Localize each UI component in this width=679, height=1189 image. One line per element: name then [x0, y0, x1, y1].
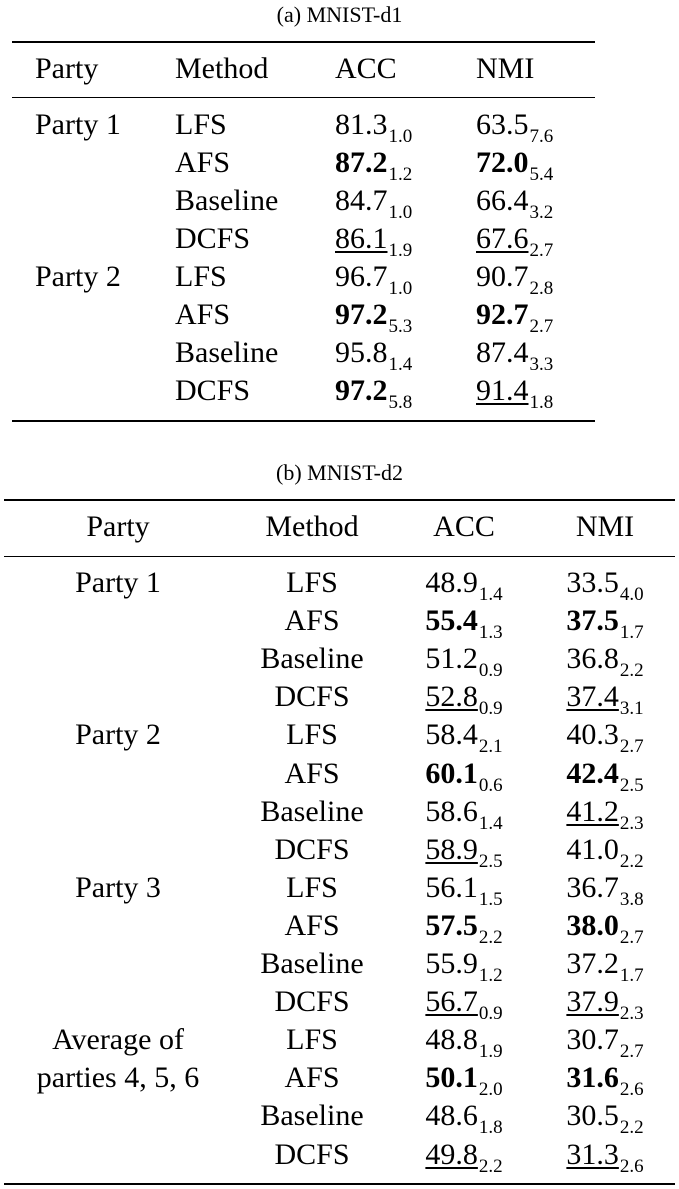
method-cell: DCFS	[274, 1137, 350, 1171]
acc-cell	[335, 146, 412, 184]
acc-std: 1.4	[478, 812, 503, 834]
nmi-std: 2.3	[619, 812, 644, 834]
table-a-mid-rule	[12, 97, 595, 98]
nmi-value	[476, 108, 553, 146]
acc-value	[335, 336, 412, 374]
table-a-header-row	[0, 52, 679, 90]
method-cell: AFS	[284, 1061, 340, 1095]
table-b-top-rule	[4, 499, 675, 501]
acc-value	[335, 146, 412, 184]
acc-value	[425, 566, 502, 604]
table-b-header-party: Party	[86, 510, 150, 543]
nmi-mean: 37.2	[566, 947, 619, 980]
acc-cell	[399, 833, 529, 871]
acc-mean: 55.9	[425, 947, 478, 980]
nmi-cell	[476, 374, 553, 412]
nmi-std: 2.2	[619, 660, 644, 682]
acc-value	[425, 680, 502, 718]
method-cell: Baseline	[260, 794, 364, 828]
nmi-mean: 41.0	[566, 832, 619, 866]
acc-cell	[399, 1023, 529, 1061]
nmi-value	[566, 1138, 643, 1176]
acc-std: 1.8	[478, 1117, 503, 1139]
table-row	[0, 833, 679, 871]
acc-mean: 50.1	[425, 1061, 478, 1095]
nmi-mean: 30.7	[566, 1023, 619, 1057]
party-cell: Party 2	[75, 718, 161, 752]
nmi-value	[566, 947, 643, 985]
nmi-mean: 36.8	[566, 642, 619, 676]
nmi-value	[566, 1099, 643, 1137]
acc-value	[335, 222, 412, 260]
nmi-mean: 92.7	[476, 298, 529, 331]
party-cell: Party 1	[35, 108, 121, 141]
table-row	[0, 374, 679, 412]
table-b-header-nmi: NMI	[575, 510, 635, 543]
acc-mean: 49.8	[425, 1137, 478, 1171]
acc-value	[335, 374, 412, 412]
acc-cell	[335, 374, 412, 412]
acc-std: 0.9	[478, 698, 503, 720]
nmi-std: 3.2	[529, 202, 554, 223]
acc-mean: 58.6	[425, 794, 478, 828]
nmi-mean: 67.6	[476, 222, 529, 255]
nmi-mean: 33.5	[566, 566, 619, 599]
method-cell: LFS	[175, 108, 227, 141]
nmi-cell	[540, 604, 670, 642]
method-cell: AFS	[175, 298, 231, 331]
acc-cell	[399, 718, 529, 756]
nmi-value	[566, 642, 643, 680]
acc-std: 1.5	[478, 888, 503, 910]
acc-std: 1.2	[388, 164, 413, 185]
nmi-value	[566, 985, 643, 1023]
table-row	[0, 566, 679, 604]
nmi-value	[476, 260, 553, 298]
nmi-cell	[540, 909, 670, 947]
method-cell: DCFS	[175, 222, 251, 255]
party-cell: Party 3	[75, 870, 161, 904]
nmi-std: 2.8	[529, 278, 554, 299]
acc-value	[425, 947, 502, 985]
method-cell: Baseline	[260, 1099, 364, 1133]
acc-std: 1.3	[478, 622, 503, 644]
nmi-std: 1.7	[619, 965, 644, 986]
table-row	[0, 757, 679, 795]
acc-mean: 97.2	[335, 374, 388, 407]
table-row	[0, 1138, 679, 1176]
acc-mean: 57.5	[425, 908, 478, 942]
nmi-mean: 31.3	[566, 1137, 619, 1171]
nmi-mean: 37.4	[566, 680, 619, 714]
nmi-mean: 90.7	[476, 260, 529, 293]
table-row	[0, 298, 679, 336]
nmi-value	[476, 298, 553, 336]
acc-value	[425, 718, 502, 756]
acc-mean: 87.2	[335, 146, 388, 179]
nmi-mean: 30.5	[566, 1099, 619, 1133]
acc-mean: 96.7	[335, 260, 388, 293]
table-row	[0, 1061, 679, 1099]
nmi-mean: 37.9	[566, 985, 619, 1019]
acc-cell	[335, 336, 412, 374]
acc-mean: 60.1	[425, 756, 478, 790]
nmi-std: 2.3	[619, 1003, 644, 1025]
nmi-mean: 72.0	[476, 146, 529, 179]
acc-mean: 58.4	[425, 718, 478, 752]
nmi-mean: 66.4	[476, 184, 529, 217]
acc-cell	[335, 298, 412, 336]
acc-value	[335, 260, 412, 298]
nmi-mean: 42.4	[566, 756, 619, 790]
nmi-std: 2.6	[619, 1079, 644, 1101]
nmi-cell	[540, 1061, 670, 1099]
nmi-std: 7.6	[529, 126, 554, 147]
acc-value	[335, 108, 412, 146]
acc-mean: 48.8	[425, 1023, 478, 1057]
nmi-mean: 63.5	[476, 108, 529, 141]
acc-value	[425, 1138, 502, 1176]
nmi-mean: 41.2	[566, 794, 619, 828]
method-cell: DCFS	[274, 680, 350, 714]
table-a-header-acc: ACC	[335, 52, 397, 85]
nmi-value	[566, 757, 643, 795]
nmi-value	[566, 795, 643, 833]
acc-mean: 81.3	[335, 108, 388, 141]
nmi-std: 1.7	[619, 622, 644, 644]
party-cell: Party 1	[75, 566, 161, 599]
nmi-value	[566, 680, 643, 718]
acc-cell	[399, 604, 529, 642]
table-row	[0, 1099, 679, 1137]
nmi-mean: 87.4	[476, 336, 529, 369]
nmi-cell	[540, 1138, 670, 1176]
table-a-top-rule	[12, 41, 595, 43]
nmi-mean: 40.3	[566, 718, 619, 752]
acc-mean: 97.2	[335, 298, 388, 331]
nmi-std: 2.7	[529, 316, 554, 337]
nmi-value	[476, 184, 553, 222]
acc-mean: 48.9	[425, 566, 478, 599]
nmi-cell	[540, 718, 670, 756]
nmi-cell	[540, 795, 670, 833]
acc-mean: 55.4	[425, 604, 478, 638]
nmi-value	[476, 146, 553, 184]
table-b-caption: (b) MNIST-d2	[276, 460, 403, 485]
nmi-cell	[540, 642, 670, 680]
method-cell: LFS	[286, 1023, 338, 1057]
method-cell: Baseline	[260, 642, 364, 676]
acc-std: 1.9	[478, 1041, 503, 1063]
acc-value	[425, 1099, 502, 1137]
nmi-cell	[476, 260, 553, 298]
table-a-header-party: Party	[35, 52, 99, 85]
party-cell: parties 4, 5, 6	[36, 1061, 200, 1095]
nmi-value	[566, 604, 643, 642]
acc-cell	[399, 985, 529, 1023]
acc-std: 1.4	[478, 584, 503, 605]
table-row	[0, 1023, 679, 1061]
nmi-std: 2.7	[529, 240, 554, 261]
acc-value	[425, 642, 502, 680]
method-cell: AFS	[175, 146, 231, 179]
nmi-std: 2.2	[619, 1117, 644, 1139]
acc-std: 1.0	[388, 278, 413, 299]
nmi-cell	[476, 184, 553, 222]
acc-value	[425, 985, 502, 1023]
nmi-cell	[540, 757, 670, 795]
acc-value	[425, 909, 502, 947]
nmi-cell	[476, 108, 553, 146]
acc-std: 5.3	[388, 316, 413, 337]
method-cell: DCFS	[175, 374, 251, 407]
nmi-std: 3.3	[529, 354, 554, 375]
method-cell: AFS	[284, 908, 340, 942]
table-row	[0, 718, 679, 756]
nmi-cell	[540, 871, 670, 909]
nmi-cell	[476, 298, 553, 336]
acc-mean: 86.1	[335, 222, 388, 255]
table-row	[0, 604, 679, 642]
acc-std: 0.9	[478, 1003, 503, 1025]
nmi-std: 2.7	[619, 1041, 644, 1063]
nmi-std: 2.7	[619, 926, 644, 948]
acc-value	[425, 871, 502, 909]
acc-cell	[399, 871, 529, 909]
acc-cell	[399, 642, 529, 680]
acc-cell	[399, 757, 529, 795]
acc-std: 2.5	[478, 850, 503, 872]
acc-std: 2.1	[478, 736, 503, 758]
table-row	[0, 146, 679, 184]
acc-cell	[399, 1061, 529, 1099]
acc-mean: 56.1	[425, 870, 478, 904]
acc-mean: 56.7	[425, 985, 478, 1019]
nmi-value	[476, 336, 553, 374]
nmi-cell	[476, 222, 553, 260]
acc-std: 1.0	[388, 126, 413, 147]
method-cell: DCFS	[274, 985, 350, 1019]
nmi-std: 2.6	[619, 1155, 644, 1177]
nmi-value	[566, 1023, 643, 1061]
method-cell: Baseline	[175, 184, 279, 217]
table-b-header-method: Method	[265, 510, 359, 543]
nmi-cell	[540, 985, 670, 1023]
party-cell: Average of	[52, 1023, 184, 1057]
acc-cell	[335, 108, 412, 146]
table-row	[0, 680, 679, 718]
acc-cell	[399, 909, 529, 947]
nmi-cell	[540, 947, 670, 985]
acc-std: 2.0	[478, 1079, 503, 1101]
acc-std: 1.4	[388, 354, 413, 375]
nmi-value	[566, 1061, 643, 1099]
nmi-std: 2.7	[619, 736, 644, 758]
nmi-cell	[540, 833, 670, 871]
nmi-value	[566, 871, 643, 909]
nmi-std: 4.0	[619, 584, 644, 605]
acc-std: 1.0	[388, 202, 413, 223]
table-row	[0, 871, 679, 909]
nmi-mean: 31.6	[566, 1061, 619, 1095]
table-b-header-acc: ACC	[433, 510, 495, 543]
acc-cell	[335, 184, 412, 222]
nmi-value	[476, 374, 553, 412]
method-cell: Baseline	[175, 336, 279, 369]
table-a-header-nmi: NMI	[476, 52, 535, 85]
table-b-bottom-rule	[4, 1183, 675, 1185]
acc-cell	[399, 1099, 529, 1137]
method-cell: LFS	[175, 260, 227, 293]
acc-value	[425, 604, 502, 642]
table-row	[0, 108, 679, 146]
nmi-cell	[540, 1023, 670, 1061]
nmi-std: 3.8	[619, 888, 644, 910]
nmi-value	[566, 566, 643, 604]
nmi-std: 3.1	[619, 698, 644, 720]
table-b-mid-rule	[4, 556, 675, 557]
acc-mean: 95.8	[335, 336, 388, 369]
table-row	[0, 642, 679, 680]
method-cell: Baseline	[260, 947, 364, 980]
nmi-std: 5.4	[529, 164, 554, 185]
table-row	[0, 184, 679, 222]
method-cell: LFS	[286, 566, 338, 599]
acc-value	[425, 1061, 502, 1099]
nmi-std: 2.2	[619, 850, 644, 872]
table-row	[0, 947, 679, 985]
table-a-bottom-rule	[12, 420, 595, 422]
method-cell: LFS	[286, 718, 338, 752]
acc-std: 2.2	[478, 926, 503, 948]
acc-std: 2.2	[478, 1155, 503, 1177]
acc-mean: 58.9	[425, 832, 478, 866]
nmi-std: 1.8	[529, 392, 554, 413]
acc-cell	[335, 260, 412, 298]
nmi-cell	[540, 1099, 670, 1137]
nmi-cell	[476, 146, 553, 184]
acc-mean: 52.8	[425, 680, 478, 714]
acc-std: 5.8	[388, 392, 413, 413]
party-cell: Party 2	[35, 260, 121, 293]
acc-cell	[335, 222, 412, 260]
acc-mean: 51.2	[425, 642, 478, 676]
acc-cell	[399, 680, 529, 718]
table-row	[0, 985, 679, 1023]
nmi-mean: 91.4	[476, 374, 529, 407]
nmi-cell	[540, 680, 670, 718]
method-cell: AFS	[284, 756, 340, 790]
acc-std: 0.6	[478, 774, 503, 796]
acc-value	[335, 184, 412, 222]
acc-value	[425, 1023, 502, 1061]
acc-cell	[399, 947, 529, 985]
nmi-mean: 38.0	[566, 908, 619, 942]
table-a-caption: (a) MNIST-d1	[276, 2, 403, 27]
nmi-mean: 37.5	[566, 604, 619, 638]
acc-std: 1.9	[388, 240, 413, 261]
nmi-cell	[476, 336, 553, 374]
nmi-value	[566, 833, 643, 871]
nmi-std: 2.5	[619, 774, 644, 796]
table-row	[0, 222, 679, 260]
table-a-header-method: Method	[175, 52, 269, 85]
table-b-header-row	[0, 510, 679, 548]
acc-std: 1.2	[478, 965, 503, 986]
method-cell: AFS	[284, 604, 340, 638]
table-row	[0, 260, 679, 298]
nmi-cell	[540, 566, 670, 604]
table-row	[0, 795, 679, 833]
acc-mean: 84.7	[335, 184, 388, 217]
nmi-value	[566, 718, 643, 756]
table-row	[0, 909, 679, 947]
table-row	[0, 336, 679, 374]
method-cell: LFS	[286, 870, 338, 904]
acc-value	[425, 833, 502, 871]
nmi-value	[476, 222, 553, 260]
acc-mean: 48.6	[425, 1099, 478, 1133]
acc-value	[425, 757, 502, 795]
acc-std: 0.9	[478, 660, 503, 682]
acc-cell	[399, 566, 529, 604]
acc-cell	[399, 1138, 529, 1176]
method-cell: DCFS	[274, 832, 350, 866]
acc-cell	[399, 795, 529, 833]
acc-value	[335, 298, 412, 336]
acc-value	[425, 795, 502, 833]
nmi-value	[566, 909, 643, 947]
nmi-mean: 36.7	[566, 870, 619, 904]
